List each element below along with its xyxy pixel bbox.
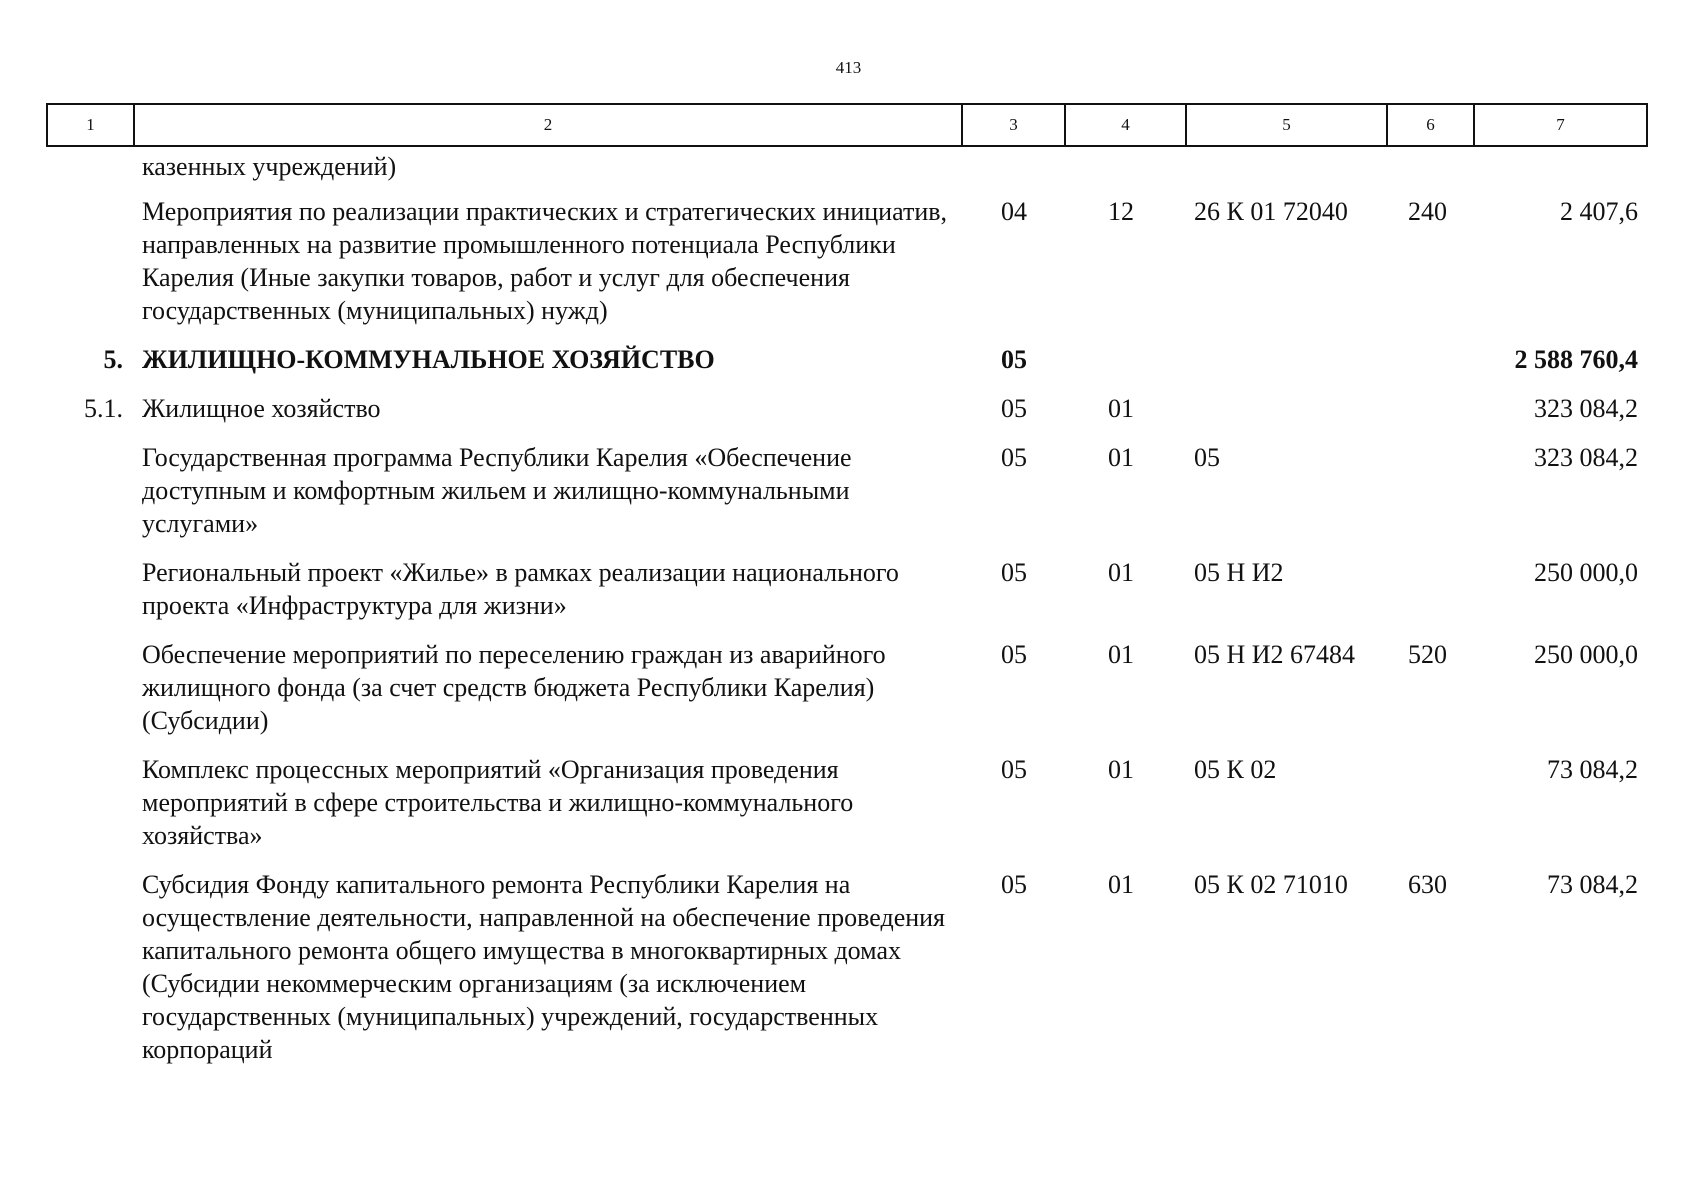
table-row bbox=[46, 343, 1646, 392]
row-name: казенных учреждений) bbox=[142, 152, 397, 181]
row-target-article: 05 К 02 bbox=[1194, 755, 1277, 784]
row-number: 5. bbox=[103, 345, 123, 374]
table-row bbox=[46, 638, 1646, 753]
row-section-code: 05 bbox=[1001, 870, 1027, 899]
row-target-article: 05 К 02 71010 bbox=[1194, 870, 1348, 899]
row-amount: 250 000,0 bbox=[1534, 558, 1638, 587]
row-target-article: 05 bbox=[1194, 443, 1220, 472]
row-section-code: 05 bbox=[1001, 443, 1027, 472]
row-section-code bbox=[961, 150, 1064, 195]
row-subsection-code: 12 bbox=[1108, 197, 1134, 226]
row-number bbox=[46, 753, 133, 868]
row-expense-type: 520 bbox=[1408, 640, 1447, 669]
row-target-article: 26 К 01 72040 bbox=[1194, 197, 1348, 226]
table-row bbox=[46, 441, 1646, 556]
row-expense-type bbox=[1386, 392, 1473, 441]
row-section-code: 05 bbox=[1001, 558, 1027, 587]
row-amount: 2 588 760,4 bbox=[1514, 345, 1638, 374]
row-section-code: 05 bbox=[1001, 394, 1027, 423]
column-header-1: 1 bbox=[47, 104, 134, 146]
row-name: Государственная программа Республики Карелия «Обеспечение доступным и комфортным жильем и жилищно-коммунальными услугами» bbox=[142, 443, 852, 538]
row-expense-type bbox=[1386, 556, 1473, 638]
row-expense-type: 630 bbox=[1408, 870, 1447, 899]
row-amount: 323 084,2 bbox=[1534, 443, 1638, 472]
row-subsection-code: 01 bbox=[1108, 443, 1134, 472]
row-name: ЖИЛИЩНО-КОММУНАЛЬНОЕ ХОЗЯЙСТВО bbox=[142, 345, 715, 374]
row-expense-type bbox=[1386, 343, 1473, 392]
row-amount: 250 000,0 bbox=[1534, 640, 1638, 669]
row-name: Жилищное хозяйство bbox=[142, 394, 381, 423]
row-number bbox=[46, 868, 133, 1082]
column-header-6: 6 bbox=[1387, 104, 1474, 146]
row-subsection-code bbox=[1064, 343, 1185, 392]
table-row bbox=[46, 195, 1646, 343]
row-amount: 323 084,2 bbox=[1534, 394, 1638, 423]
column-header-2: 2 bbox=[134, 104, 962, 146]
table-row bbox=[46, 392, 1646, 441]
row-name: Обеспечение мероприятий по переселению граждан из аварийного жилищного фонда (за счет средств бюджета Республики Карелия) (Субсидии) bbox=[142, 640, 886, 735]
row-section-code: 05 bbox=[1001, 755, 1027, 784]
row-amount bbox=[1473, 150, 1646, 195]
row-amount: 73 084,2 bbox=[1547, 870, 1638, 899]
row-number bbox=[46, 556, 133, 638]
row-target-article: 05 Н И2 67484 bbox=[1194, 640, 1356, 669]
row-expense-type bbox=[1386, 753, 1473, 868]
column-header-5: 5 bbox=[1186, 104, 1387, 146]
row-subsection-code: 01 bbox=[1108, 558, 1134, 587]
row-number bbox=[46, 195, 133, 343]
row-number bbox=[46, 638, 133, 753]
row-subsection-code: 01 bbox=[1108, 640, 1134, 669]
column-header-3: 3 bbox=[962, 104, 1065, 146]
column-header-7: 7 bbox=[1474, 104, 1647, 146]
budget-table bbox=[46, 150, 1646, 1082]
row-subsection-code bbox=[1064, 150, 1185, 195]
row-subsection-code: 01 bbox=[1108, 755, 1134, 784]
row-subsection-code: 01 bbox=[1108, 394, 1134, 423]
row-target-article bbox=[1185, 150, 1386, 195]
row-amount: 2 407,6 bbox=[1560, 197, 1638, 226]
row-name: Комплекс процессных мероприятий «Организация проведения мероприятий в сфере строительства и жилищно-коммунального хозяйства» bbox=[142, 755, 854, 850]
row-section-code: 05 bbox=[1001, 345, 1027, 374]
page-number: 413 bbox=[835, 58, 862, 77]
table-row bbox=[46, 868, 1646, 1082]
table-row bbox=[46, 753, 1646, 868]
row-name: Мероприятия по реализации практических и стратегических инициатив, направленных на развитие промышленного потенциала Республики Карелия (Иные закупки товаров, работ и услуг для обеспечения государственных (муниципальных) нужд) bbox=[142, 197, 948, 325]
column-number-header bbox=[46, 103, 1648, 147]
table-row bbox=[46, 556, 1646, 638]
row-subsection-code: 01 bbox=[1108, 870, 1134, 899]
row-number bbox=[46, 150, 133, 195]
row-amount: 73 084,2 bbox=[1547, 755, 1638, 784]
row-number: 5.1. bbox=[84, 394, 123, 423]
table-row bbox=[46, 150, 1646, 195]
column-header-4: 4 bbox=[1065, 104, 1186, 146]
row-section-code: 05 bbox=[1001, 640, 1027, 669]
row-number bbox=[46, 441, 133, 556]
row-target-article: 05 Н И2 bbox=[1194, 558, 1284, 587]
row-expense-type bbox=[1386, 150, 1473, 195]
row-target-article bbox=[1185, 343, 1386, 392]
row-expense-type: 240 bbox=[1408, 197, 1447, 226]
row-target-article bbox=[1185, 392, 1386, 441]
row-section-code: 04 bbox=[1001, 197, 1027, 226]
row-name: Региональный проект «Жилье» в рамках реализации национального проекта «Инфраструктура для жизни» bbox=[142, 558, 899, 620]
row-expense-type bbox=[1386, 441, 1473, 556]
row-name: Субсидия Фонду капитального ремонта Республики Карелия на осуществление деятельности, направленной на обеспечение проведения капитального ремонта общего имущества в многоквартирных домах (Субсидии некоммерческим организациям (за исключением государственных (муниципальных) учреждений, государственных корпораций bbox=[142, 870, 946, 1064]
